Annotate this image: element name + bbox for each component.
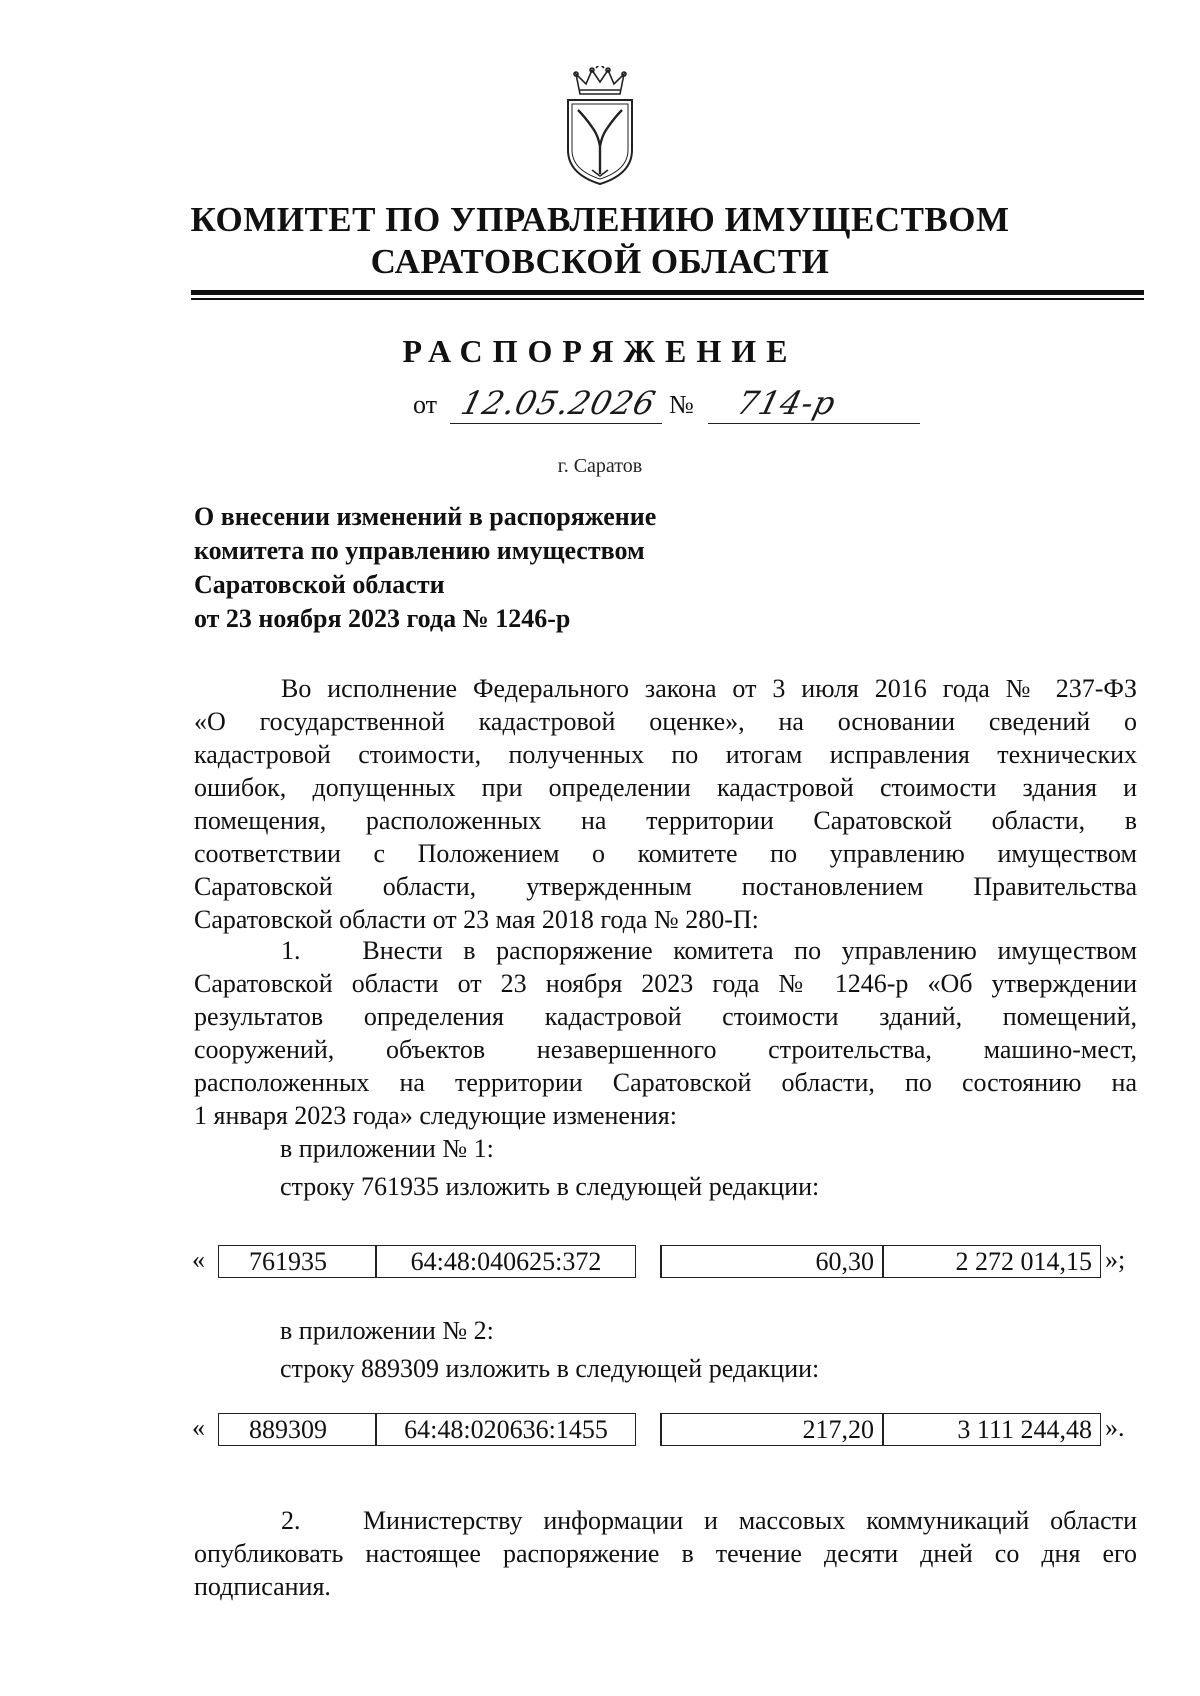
document-type-title: РАСПОРЯЖЕНИЕ: [402, 333, 798, 369]
paragraph-line: ошибок, допущенных при определении кадастровой стоимости здания и: [194, 773, 1137, 802]
table-cell-row-number: 761935: [218, 1245, 376, 1278]
row-instruction-2: строку 889309 изложить в следующей редакции:: [280, 1354, 820, 1383]
saratov-coat-of-arms-icon: [562, 66, 638, 186]
paragraph-line: Саратовской области, утвержденным постановлением Правительства: [194, 872, 1137, 901]
appendix-2-label: в приложении № 2:: [280, 1316, 494, 1345]
paragraph-line: помещения, расположенных на территории Саратовской области, в: [194, 806, 1137, 835]
paragraph-line: подписания.: [194, 1572, 331, 1601]
paragraph-line: расположенных на территории Саратовской области, по состоянию на: [194, 1068, 1137, 1097]
date-underline: [450, 423, 662, 424]
table-cell-row-number: 889309: [218, 1413, 376, 1446]
item-1-paragraph: [194, 934, 1137, 1132]
paragraph-line: сооружений, объектов незавершенного строительства, машино-мест,: [194, 1035, 1137, 1064]
paragraph-line: 1 января 2023 года» следующие изменения:: [194, 1101, 677, 1130]
table-cell-cadastral-value: 3 111 244,48: [883, 1413, 1101, 1446]
number-label: №: [669, 390, 694, 419]
table-row: [190, 1245, 1150, 1281]
table-cell-area: 217,20: [660, 1413, 883, 1446]
closing-quote: ».: [1105, 1413, 1125, 1442]
item-2-paragraph: [194, 1504, 1137, 1603]
document-subject: [194, 500, 794, 636]
table-cell-cadastral-value: 2 272 014,15: [883, 1245, 1101, 1278]
paragraph-line: Саратовской области от 23 мая 2018 года № 280-П:: [194, 905, 759, 934]
paragraph-line: 1. Внести в распоряжение комитета по управлению имуществом: [281, 936, 1137, 965]
table-cell-cadastral-number: 64:48:020636:1455: [376, 1413, 636, 1446]
organization-name-line1: КОМИТЕТ ПО УПРАВЛЕНИЮ ИМУЩЕСТВОМ: [190, 200, 1010, 239]
closing-quote: »;: [1105, 1245, 1126, 1274]
header-rule-thin: [191, 298, 1144, 300]
paragraph-line: опубликовать настоящее распоряжение в течение десяти дней со дня его: [194, 1539, 1137, 1568]
opening-quote: «: [192, 1245, 205, 1274]
subject-line: О внесении изменений в распоряжение: [194, 502, 657, 531]
paragraph-line: результатов определения кадастровой стоимости зданий, помещений,: [194, 1002, 1137, 1031]
paragraph-line: Во исполнение Федерального закона от 3 июля 2016 года № 237-ФЗ: [281, 674, 1137, 703]
paragraph-line: соответствии с Положением о комитете по управлению имуществом: [194, 839, 1137, 868]
handwritten-date: 12.05.2026: [457, 384, 660, 422]
paragraph-line: «О государственной кадастровой оценке», на основании сведений о: [194, 707, 1137, 736]
handwritten-number: 714-р: [733, 384, 841, 422]
table-row: [190, 1413, 1150, 1449]
organization-name-line2: САРАТОВСКОЙ ОБЛАСТИ: [370, 242, 830, 281]
row-instruction-1: строку 761935 изложить в следующей редакции:: [280, 1172, 820, 1201]
preamble-paragraph: [194, 672, 1137, 936]
table-cell-area: 60,30: [660, 1245, 883, 1278]
opening-quote: «: [192, 1413, 205, 1442]
subject-line: Саратовской области: [194, 570, 445, 599]
city-name: г. Саратов: [557, 455, 643, 477]
subject-line: комитета по управлению имуществом: [194, 536, 645, 565]
paragraph-line: 2. Министерству информации и массовых коммуникаций области: [281, 1506, 1137, 1535]
appendix-1-label: в приложении № 1:: [280, 1134, 494, 1163]
paragraph-line: Саратовской области от 23 ноября 2023 года № 1246-р «Об утверждении: [194, 969, 1137, 998]
date-label: от: [413, 390, 438, 419]
header-rule-thick: [191, 290, 1144, 295]
paragraph-line: кадастровой стоимости, полученных по итогам исправления технических: [194, 740, 1137, 769]
number-underline: [708, 423, 920, 424]
table-cell-cadastral-number: 64:48:040625:372: [376, 1245, 636, 1278]
subject-line: от 23 ноября 2023 года № 1246-р: [194, 604, 571, 633]
